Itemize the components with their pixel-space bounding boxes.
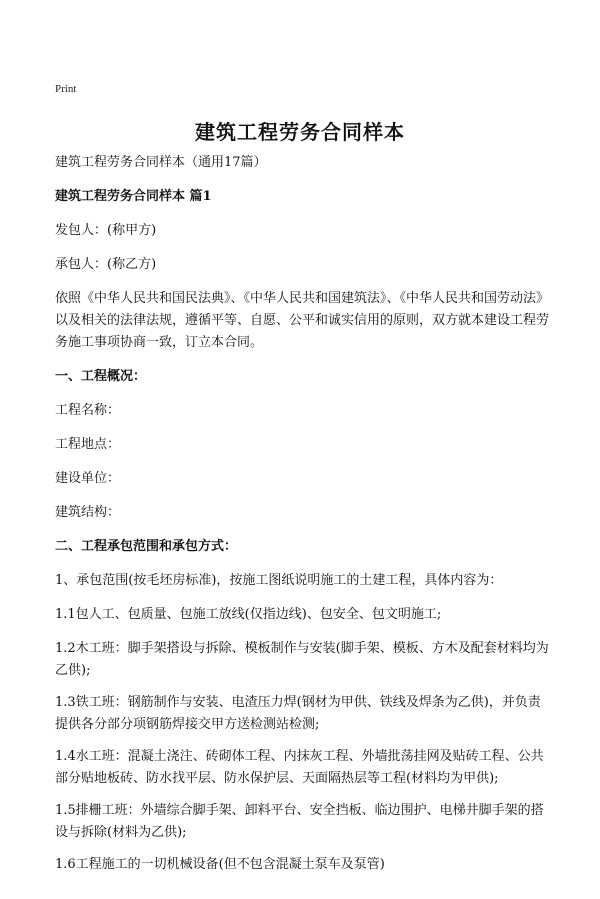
field-building-structure: 建筑结构： <box>55 505 121 520</box>
paragraph-scope-1-1: 1.1包人工、包质量、包施工放线(仅指边线)、包安全、包文明施工; <box>55 607 442 622</box>
section-heading-scope: 二、工程承包范围和承包方式： <box>55 539 238 554</box>
paragraph-scope-1-6: 1.6工程施工的一切机械设备(但不包含混凝土泵车及泵管) <box>55 857 385 872</box>
print-link[interactable]: Print <box>55 83 77 95</box>
section-heading-overview: 一、工程概况： <box>55 369 147 384</box>
paragraph-contractor: 承包人：(称乙方) <box>55 257 157 272</box>
section-heading-part1: 建筑工程劳务合同样本 篇1 <box>55 189 212 204</box>
paragraph-preamble: 依照《中华人民共和国民法典》、《中华人民共和国建筑法》、《中华人民共和国劳动法》以及相关的法律法规，遵循平等、自愿、公平和诚实信用的原则，双方就本建设工程劳务施工事项协商一致，订立本合同。 <box>55 291 550 350</box>
field-construction-unit: 建设单位： <box>55 471 121 486</box>
paragraph-scope-1-3: 1.3铁工班：钢筋制作与安装、电渣压力焊(钢材为甲供、铁线及焊条为乙供)，并负责提供各分部分项钢筋焊接交甲方送检测站检测; <box>55 695 541 732</box>
field-project-location: 工程地点： <box>55 437 121 452</box>
document-body <box>55 152 550 888</box>
paragraph-scope-1-2: 1.2木工班：脚手架搭设与拆除、模板制作与安装(脚手架、模板、方木及配套材料均为乙供); <box>55 641 549 678</box>
field-project-name: 工程名称： <box>55 403 121 418</box>
paragraph-subtitle: 建筑工程劳务合同样本（通用17篇） <box>55 155 267 170</box>
paragraph-employer: 发包人：(称甲方) <box>55 223 157 238</box>
paragraph-scope-1-4: 1.4水工班：混凝土浇注、砖砌体工程、内抹灰工程、外墙批荡挂网及贴砖工程、公共部分贴地板砖、防水找平层、防水保护层、天面隔热层等工程(材料均为甲供); <box>55 749 544 786</box>
paragraph-scope-1: 1、承包范围(按毛坯房标准)，按施工图纸说明施工的土建工程，具体内容为： <box>55 573 503 588</box>
paragraph-scope-1-5: 1.5排栅工班：外墙综合脚手架、卸料平台、安全挡板、临边围护、电梯井脚手架的搭设与拆除(材料为乙供); <box>55 803 544 840</box>
document-title: 建筑工程劳务合同样本 <box>195 120 405 144</box>
